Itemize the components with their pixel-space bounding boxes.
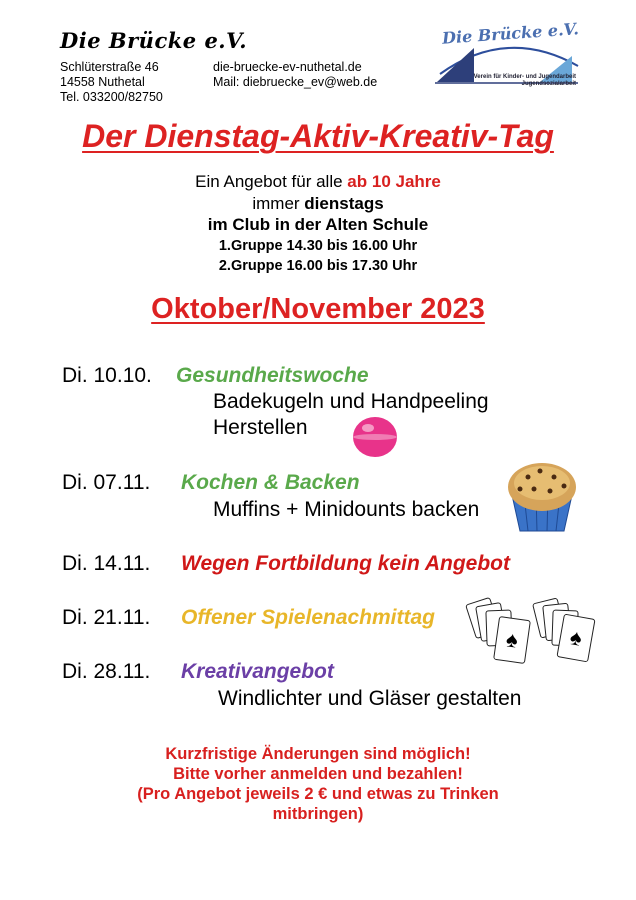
intro-text-a: Ein Angebot für alle: [195, 172, 348, 191]
contact-block: [213, 60, 377, 90]
event-description: Herstellen: [213, 416, 308, 439]
intro-line-2: [0, 194, 636, 214]
playing-cards-icon: [466, 596, 532, 680]
event-description: Muffins + Minidounts backen: [213, 498, 480, 521]
event-date: Di. 28.11.: [62, 660, 151, 683]
event-description: Windlichter und Gläser gestalten: [218, 687, 522, 710]
playing-cards-icon: [532, 594, 598, 678]
event-title: Kochen & Backen: [181, 471, 360, 494]
logo-subtitle-1: Verein für Kinder- und Jugendarbeit: [473, 74, 576, 80]
footer-line: Kurzfristige Änderungen sind möglich!: [165, 745, 471, 763]
website-link[interactable]: die-bruecke-ev-nuthetal.de: [213, 60, 362, 74]
intro-line-1: [0, 172, 636, 192]
event-title: Offener Spielenachmittag: [181, 606, 436, 629]
event-title: Gesundheitswoche: [176, 364, 369, 387]
bath-bomb-icon: [352, 416, 398, 458]
intro-location: im Club in der Alten Schule: [207, 215, 429, 234]
muffin-icon: [506, 459, 578, 533]
intro-text-b: immer: [252, 194, 305, 213]
group-2-time: 2.Gruppe 16.00 bis 17.30 Uhr: [218, 258, 418, 274]
footer-line: mitbringen): [272, 805, 364, 823]
logo-text: Die Brücke e.V.: [441, 19, 580, 48]
footer-notice: [0, 744, 636, 824]
footer-line: (Pro Angebot jeweils 2 € und etwas zu Trinken: [137, 785, 499, 803]
brand-name: Die Brücke e.V.: [60, 28, 248, 53]
weekday-highlight: dienstags: [304, 194, 384, 213]
address-phone: Tel. 033200/82750: [60, 90, 163, 104]
event-title: Wegen Fortbildung kein Angebot: [181, 552, 510, 575]
event-date: Di. 21.11.: [62, 606, 151, 629]
month-heading: Oktober/November 2023: [151, 293, 485, 325]
event-description: Badekugeln und Handpeeling: [213, 390, 489, 413]
address-block: [60, 60, 163, 105]
event-date: Di. 10.10.: [62, 364, 152, 387]
spade-card-icon: ♠: [556, 614, 595, 663]
address-city: 14558 Nuthetal: [60, 75, 145, 89]
logo-subtitle-2: Jugendsozialarbeit: [521, 81, 576, 87]
event-date: Di. 07.11.: [62, 471, 151, 494]
event-title: Kreativangebot: [181, 660, 334, 683]
group-1-time: 1.Gruppe 14.30 bis 16.00 Uhr: [218, 238, 418, 254]
logo: [432, 19, 582, 97]
address-street: Schlüterstraße 46: [60, 60, 159, 74]
logo-subtitle: [466, 74, 576, 88]
page-title: Der Dienstag-Aktiv-Kreativ-Tag: [82, 118, 554, 154]
event-date: Di. 14.11.: [62, 552, 151, 575]
age-highlight: ab 10 Jahre: [347, 172, 441, 191]
footer-line: Bitte vorher anmelden und bezahlen!: [173, 765, 463, 783]
mail-link[interactable]: Mail: diebruecke_ev@web.de: [213, 75, 378, 89]
spade-card-icon: ♠: [493, 616, 531, 664]
